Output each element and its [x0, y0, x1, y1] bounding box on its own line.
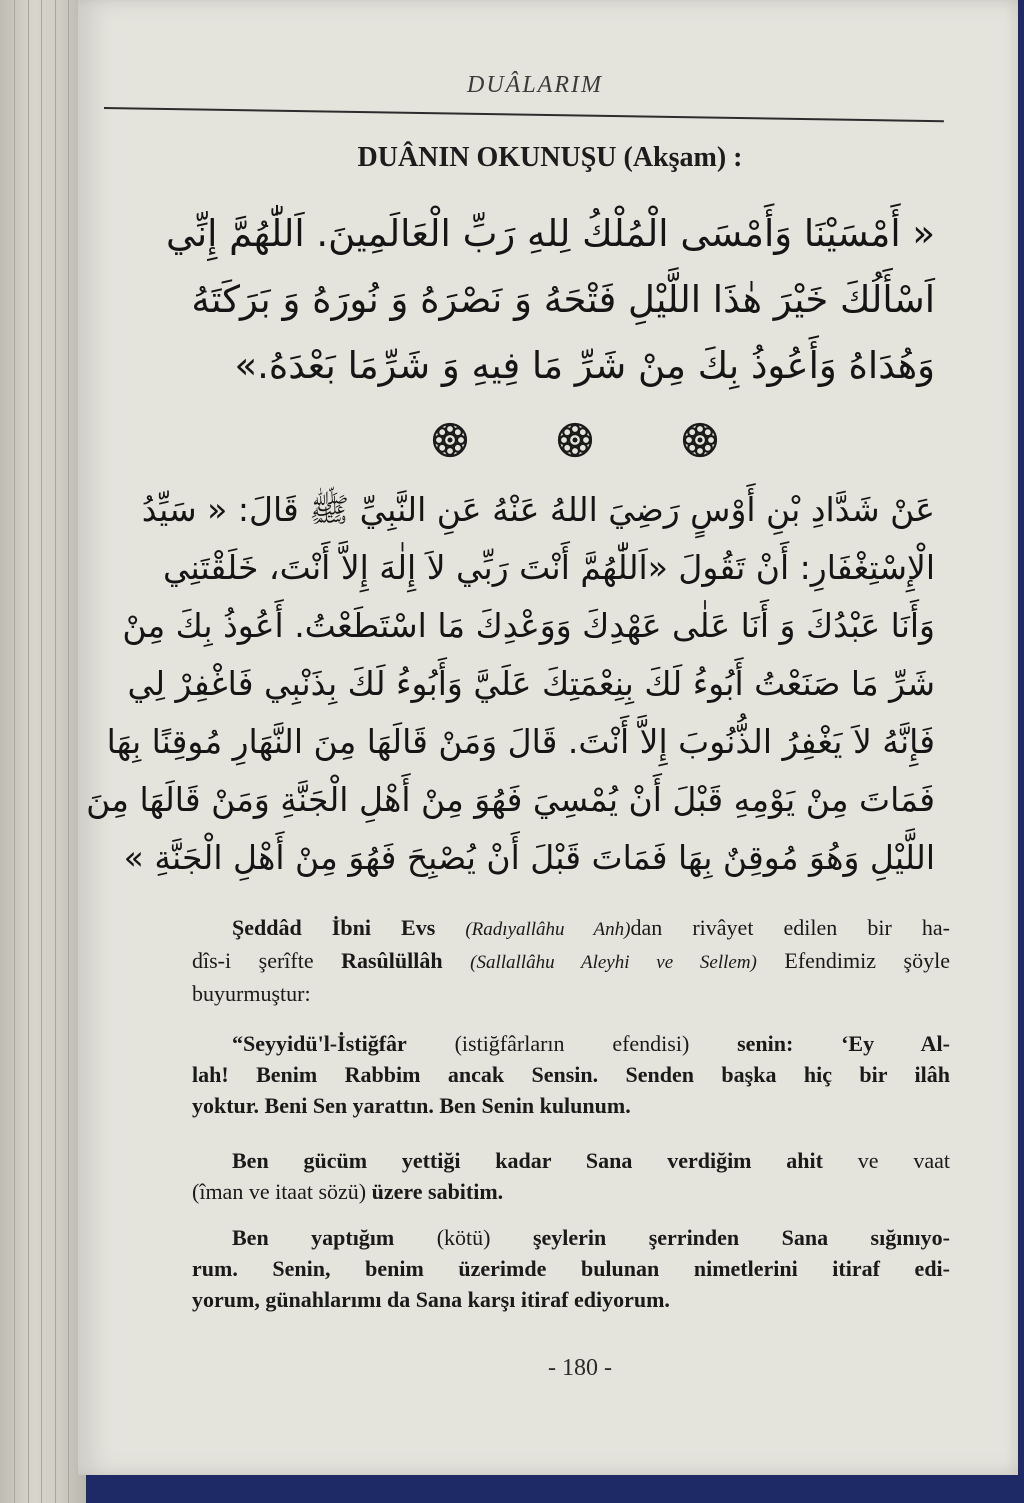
p3-line-1-a: Ben gücüm yettiği kadar Sana verdiğim ahit: [232, 1148, 823, 1173]
p2-line-3: yoktur. Beni Sen yarattın. Ben Senin kulunum.: [192, 1093, 631, 1118]
p2-line-2: lah! Benim Rabbim ancak Sensin. Senden başka hiç bir ilâh: [192, 1062, 950, 1087]
p2-line-1: [232, 1028, 950, 1059]
p4-line-1-c: şeylerin şerrinden Sana sığınıyo-: [532, 1225, 950, 1250]
paragraph-istigfar: [192, 1028, 950, 1121]
p2-title: “Seyyidü'l-İstiğfâr: [232, 1031, 407, 1056]
p3-line-1-b: ve vaat: [822, 1148, 950, 1173]
section-heading: DUÂNIN OKUNUŞU (Akşam) :: [357, 142, 743, 173]
p2-gloss: (istiğfârların efendisi): [406, 1031, 738, 1056]
paragraph-covenant: [192, 1145, 950, 1207]
intro-line-2-start: dîs-i şerîfte: [192, 948, 342, 973]
hadith-line-4: شَرِّ مَا صَنَعْتُ أَبُوءُ لَكَ بِنِعْمَتِكَ عَلَيَّ وَأَبُوءُ لَكَ بِذَنْبِي فَاغْفِرْ لِي: [127, 664, 935, 703]
hadith-line-6: فَمَاتَ مِنْ يَوْمِهِ قَبْلَ أَنْ يُمْسِيَ فَهُوَ مِنْ أَهْلِ الْجَنَّةِ وَمَنْ قَالَهَا مِنَ: [86, 780, 935, 819]
p4-line-3: yorum, günahlarımı da Sana karşı itiraf ediyorum.: [192, 1287, 670, 1312]
dua-line-2: اَسْأَلُكَ خَيْرَ هٰذَا اللَّيْلِ فَتْحَهُ وَ نَصْرَهُ وَ نُورَهُ وَ بَرَكَتَهُ: [191, 278, 935, 321]
p3-line-2: [192, 1176, 950, 1207]
prophet-name: Rasûlüllâh: [341, 948, 443, 973]
paragraph-refuge: [192, 1222, 950, 1315]
narrator-name: Şeddâd İbni Evs: [232, 915, 436, 940]
hadith-line-5: فَإِنَّهُ لاَ يَغْفِرُ الذُّنُوبَ إِلاَّ أَنْتَ. قَالَ وَمَنْ قَالَهَا مِنَ النَّهَارِ مُوقِنًا بِهَا: [106, 722, 935, 761]
hadith-line-2: الْإِسْتِغْفَارِ: أَنْ تَقُولَ «اَللّٰهُمَّ أَنْتَ رَبِّي لاَ إِلٰهَ إِلاَّ أَنْتَ، خَلَقْتَنِي: [163, 548, 935, 587]
intro-line-1-rest: dan rivâyet edilen bir ha-: [630, 915, 950, 940]
intro-line-3: buyurmuştur:: [192, 981, 311, 1006]
p4-line-1-a: Ben yaptığım: [232, 1225, 395, 1250]
intro-line-2: [192, 945, 950, 978]
p4-line-2: rum. Senin, benim üzerimde bulunan nimetlerini itiraf edi-: [192, 1256, 950, 1281]
dua-line-1: « أَمْسَيْنَا وَأَمْسَى الْمُلْكُ لِلهِ رَبِّ الْعَالَمِينَ. اَللّٰهُمَّ إِنِّي: [165, 212, 935, 255]
book-page-edges: [0, 0, 86, 1503]
intro-line-2-end: Efendimiz şöyle: [756, 948, 950, 973]
p3-line-2-b: üzere sabitim.: [366, 1179, 504, 1204]
ornament-divider: [430, 418, 720, 462]
rosette-icon: [555, 420, 595, 460]
page-number: - 180 -: [548, 1355, 612, 1381]
intro-paragraph: [192, 912, 950, 1009]
p3-line-2-a: (îman ve itaat sözü): [192, 1179, 367, 1204]
p4-line-1-b: (kötü): [394, 1225, 533, 1250]
p4-line-1: [232, 1222, 950, 1253]
dua-line-3: وَهُدَاهُ وَأَعُوذُ بِكَ مِنْ شَرِّ مَا فِيهِ وَ شَرِّمَا بَعْدَهُ.»: [234, 344, 935, 387]
p2-line-1-end: senin: ‘Ey Al-: [737, 1031, 950, 1056]
p3-line-1: [232, 1145, 950, 1176]
prophet-honorific: (Sallallâhu Aleyhi ve Sellem): [470, 952, 757, 973]
rosette-icon: [680, 420, 720, 460]
hadith-line-1: عَنْ شَدَّادِ بْنِ أَوْسٍ رَضِيَ اللهُ عَنْهُ عَنِ النَّبِيِّ ﷺ قَالَ: « سَيِّدُ: [141, 490, 935, 529]
rosette-icon: [430, 420, 470, 460]
narrator-honorific: (Radıyallâhu Anh): [465, 919, 631, 940]
running-header: DUÂLARIM: [467, 72, 603, 98]
intro-line-1: [232, 912, 950, 945]
hadith-line-7: اللَّيْلِ وَهُوَ مُوقِنٌ بِهَا فَمَاتَ قَبْلَ أَنْ يُصْبِحَ فَهُوَ مِنْ أَهْلِ الْجَنَّةِ »: [123, 838, 935, 877]
hadith-line-3: وَأَنَا عَبْدُكَ وَ أَنَا عَلٰى عَهْدِكَ وَوَعْدِكَ مَا اسْتَطَعْتُ. أَعُوذُ بِكَ مِنْ: [122, 606, 935, 645]
